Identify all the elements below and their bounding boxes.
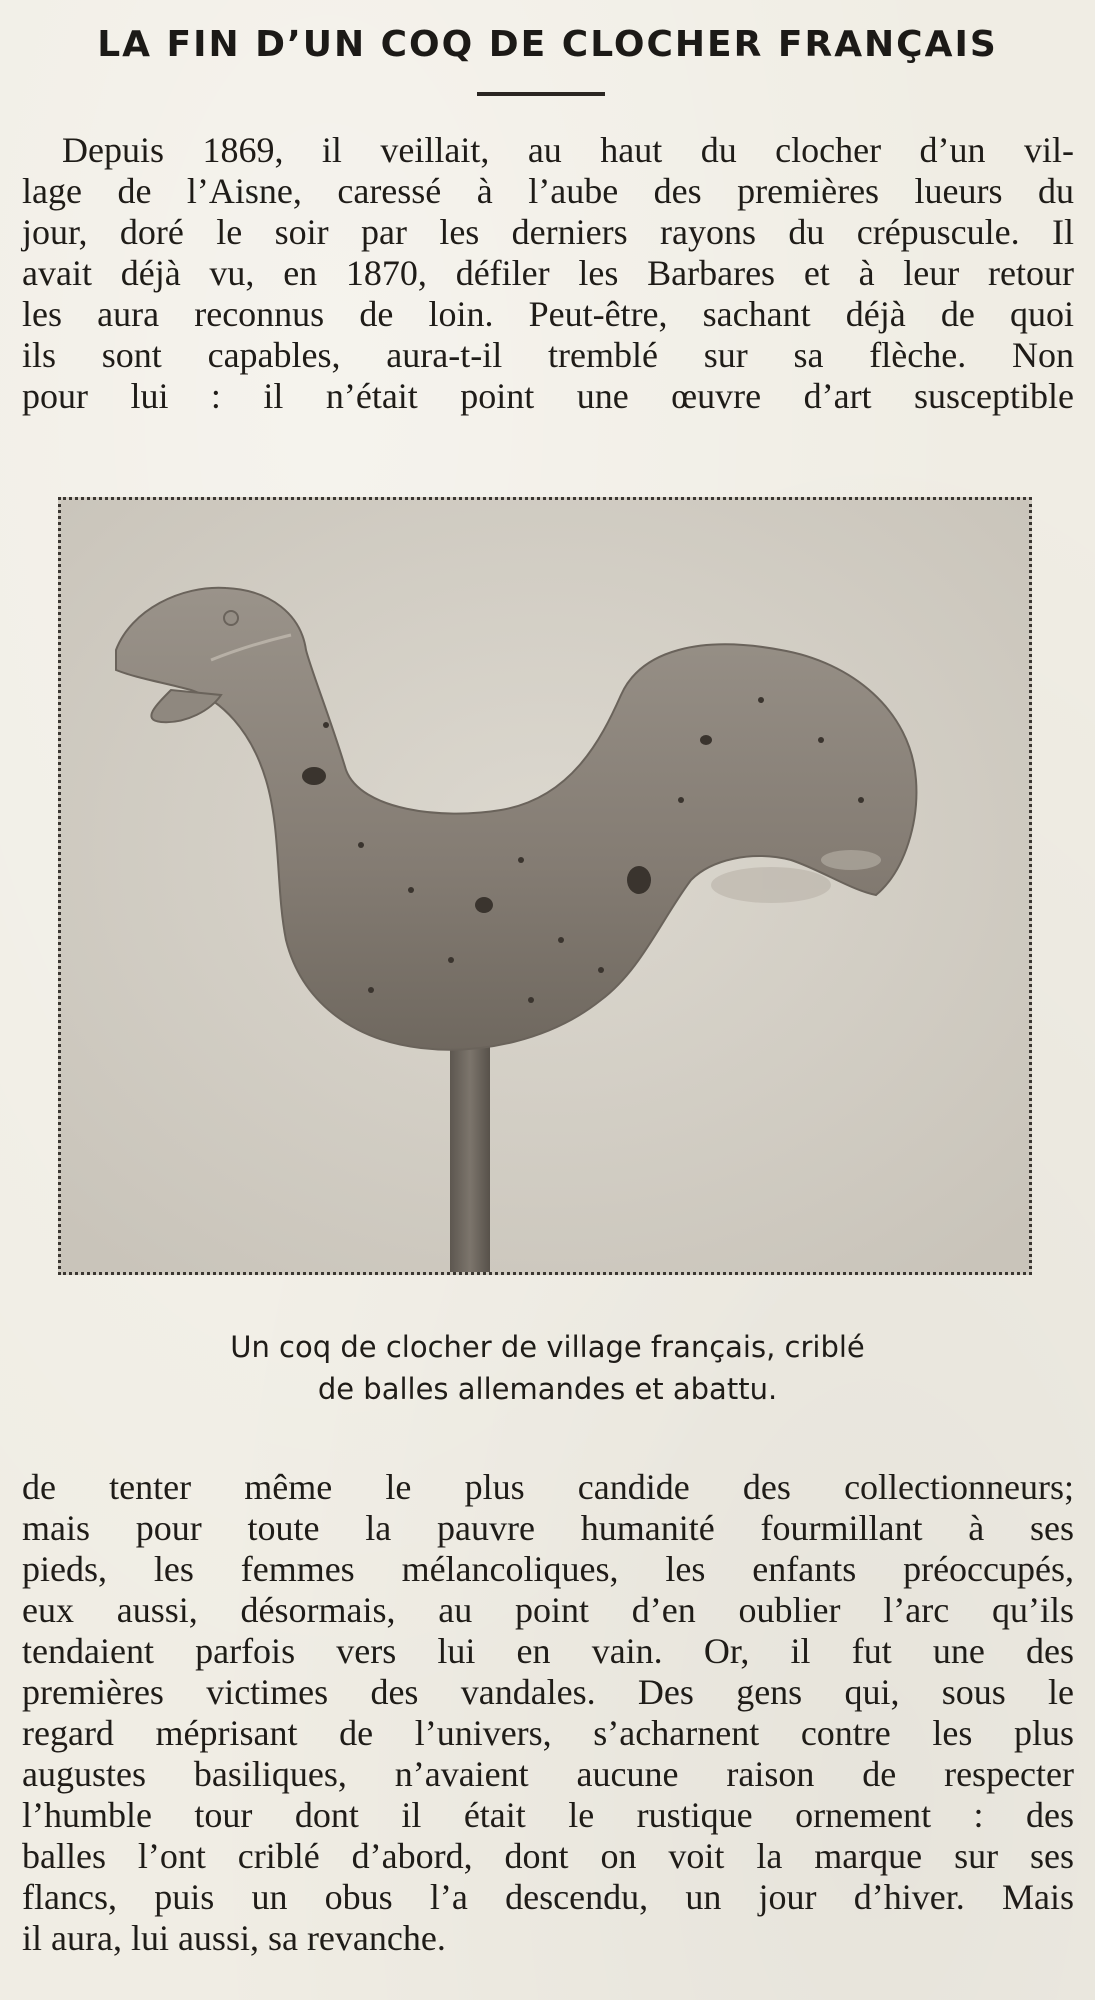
text-line: balles l’ont criblé d’abord, dont on voit la marque sur ses <box>22 1836 1074 1876</box>
text-line: flancs, puis un obus l’a descendu, un jour d’hiver. Mais <box>22 1877 1074 1917</box>
rooster-weathervane-icon <box>61 500 1029 1272</box>
text-line: jour, doré le soir par les derniers rayons du crépuscule. Il <box>22 212 1074 252</box>
text-line: mais pour toute la pauvre humanité fourmillant à ses <box>22 1508 1074 1548</box>
text-line: eux aussi, désormais, au point d’en oublier l’arc qu’ils <box>22 1590 1074 1630</box>
text-line: tendaient parfois vers lui en vain. Or, il fut une des <box>22 1631 1074 1671</box>
text-line: avait déjà vu, en 1870, défiler les Barbares et à leur retour <box>22 253 1074 293</box>
text-line: les aura reconnus de loin. Peut-être, sachant déjà de quoi <box>22 294 1074 334</box>
vane-rod <box>450 1040 490 1272</box>
text-line: pieds, les femmes mélancoliques, les enfants préoccupés, <box>22 1549 1074 1589</box>
text-line: l’humble tour dont il était le rustique ornement : des <box>22 1795 1074 1835</box>
caption-line: Un coq de clocher de village français, criblé <box>230 1330 865 1364</box>
text-line: pour lui : il n’était point une œuvre d’art susceptible <box>22 376 1074 416</box>
title-rule <box>477 92 605 96</box>
paragraph-intro <box>22 130 1074 417</box>
caption-line: de balles allemandes et abattu. <box>317 1372 778 1406</box>
text-line: lage de l’Aisne, caressé à l’aube des premières lueurs du <box>22 171 1074 211</box>
text-line: il aura, lui aussi, sa revanche. <box>22 1918 446 1958</box>
text-line: regard méprisant de l’univers, s’acharnent contre les plus <box>22 1713 1074 1753</box>
text-line: de tenter même le plus candide des collectionneurs; <box>22 1467 1074 1507</box>
text-line: premières victimes des vandales. Des gens qui, sous le <box>22 1672 1074 1712</box>
paragraph-continuation <box>22 1467 1074 1959</box>
rooster-photo <box>58 497 1032 1275</box>
article-title: LA FIN D’UN COQ DE CLOCHER FRANÇAIS <box>97 24 998 65</box>
text-line: augustes basiliques, n’avaient aucune raison de respecter <box>22 1754 1074 1794</box>
text-line: Depuis 1869, il veillait, au haut du clocher d’un vil- <box>62 130 1074 170</box>
figure-caption <box>0 1326 1095 1410</box>
text-line: ils sont capables, aura-t-il tremblé sur sa flèche. Non <box>22 335 1074 375</box>
